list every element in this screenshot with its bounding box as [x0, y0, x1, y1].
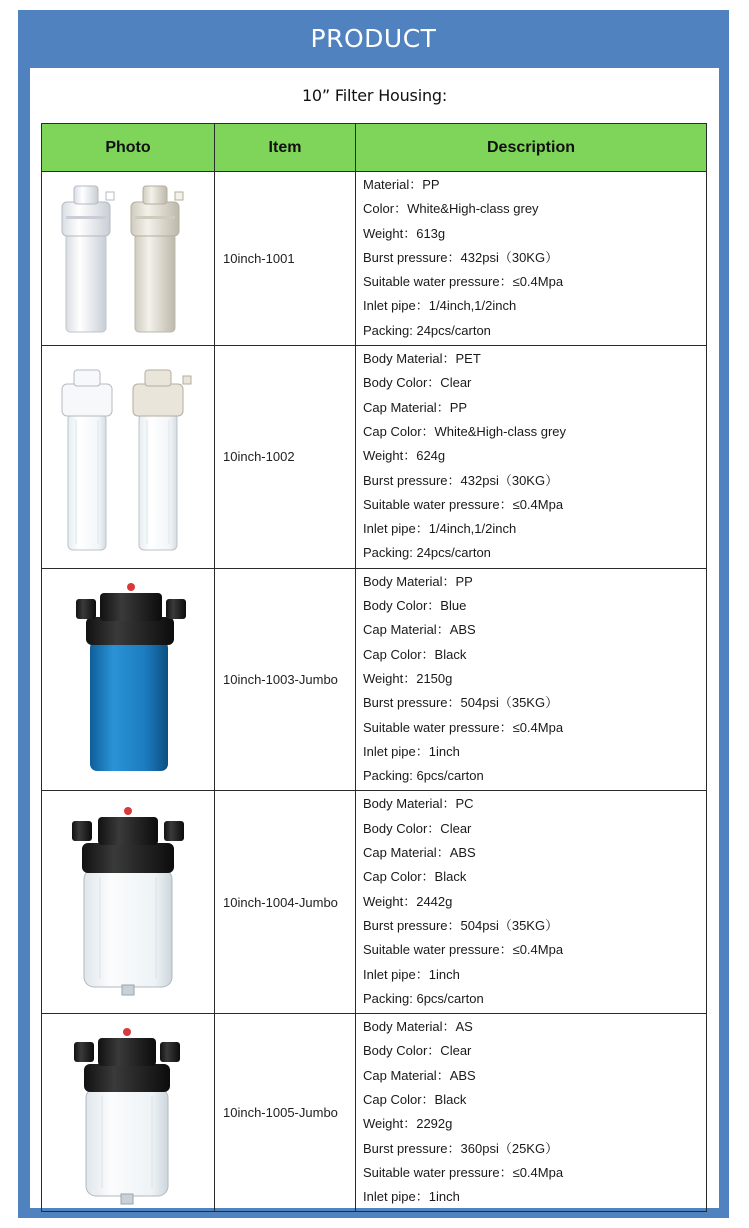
spec-line: Cap Material：ABS [363, 622, 476, 638]
spec-line: Cap Material：ABS [363, 1067, 476, 1083]
spec-line: Inlet pipe：1/4inch,1/2inch [363, 521, 517, 537]
item-code: 10inch-1001 [215, 172, 356, 346]
spec-line: Suitable water pressure：≤0.4Mpa [363, 274, 564, 290]
product-photo [42, 346, 213, 564]
page-frame [18, 10, 729, 1218]
description-cell [356, 568, 707, 791]
item-code: 10inch-1004-Jumbo [215, 791, 356, 1014]
page-title: PRODUCT [310, 24, 437, 53]
spec-line: Inlet pipe：1/4inch,1/2inch [363, 298, 517, 314]
product-photo [42, 791, 213, 1008]
spec-line: Body Color：Blue [363, 598, 467, 614]
item-code: 10inch-1002 [215, 346, 356, 569]
spec-line: Weight：613g [363, 225, 446, 241]
spec-line: Packing: 6pcs/carton [363, 768, 484, 784]
spec-line: Weight：2150g [363, 670, 453, 686]
spec-line: Body Color：Clear [363, 375, 472, 391]
spec-line: Burst pressure：360psi（25KG） [363, 1140, 559, 1156]
content-panel [30, 68, 719, 1208]
description-cell [356, 1014, 707, 1212]
spec-line: Cap Material：PP [363, 399, 468, 415]
column-header-item: Item [215, 124, 356, 172]
product-photo [42, 569, 213, 786]
spec-line: Burst pressure：432psi（30KG） [363, 249, 559, 265]
spec-line: Cap Color：Black [363, 869, 467, 885]
spec-line: Weight：2442g [363, 893, 453, 909]
description-cell [356, 791, 707, 1014]
spec-line: Suitable water pressure：≤0.4Mpa [363, 1164, 564, 1180]
table-row [42, 1014, 707, 1212]
spec-line: Packing: 24pcs/carton [363, 322, 491, 338]
spec-line: Body Material：AS [363, 1019, 473, 1035]
spec-line: Inlet pipe：1inch [363, 1189, 460, 1205]
spec-line: Cap Color：Black [363, 1091, 467, 1107]
product-photo [42, 172, 213, 341]
table-row [42, 172, 707, 346]
spec-line: Body Material：PET [363, 351, 481, 367]
item-code: 10inch-1003-Jumbo [215, 568, 356, 791]
spec-line: Burst pressure：504psi（35KG） [363, 917, 559, 933]
spec-line: Inlet pipe：1inch [363, 966, 460, 982]
spec-line: Weight：624g [363, 448, 446, 464]
spec-line: Suitable water pressure：≤0.4Mpa [363, 496, 564, 512]
column-header-photo: Photo [42, 124, 215, 172]
spec-line: Color：White&High-class grey [363, 201, 539, 217]
spec-line: Packing: 6pcs/carton [363, 990, 484, 1006]
table-header-row [42, 124, 707, 172]
spec-line: Inlet pipe：1inch [363, 743, 460, 759]
spec-line: Packing: 24pcs/carton [363, 545, 491, 561]
table-row [42, 568, 707, 791]
spec-line: Cap Color：White&High-class grey [363, 423, 567, 439]
spec-line: Suitable water pressure：≤0.4Mpa [363, 942, 564, 958]
product-table [41, 123, 707, 1212]
spec-line: Body Material：PP [363, 573, 473, 589]
description-cell [356, 172, 707, 346]
spec-line: Body Color：Clear [363, 820, 472, 836]
spec-line: Cap Color：Black [363, 646, 467, 662]
column-header-description: Description [356, 124, 707, 172]
spec-line: Burst pressure：504psi（35KG） [363, 695, 559, 711]
spec-line: Body Material：PC [363, 796, 474, 812]
spec-line: Weight：2292g [363, 1116, 453, 1132]
table-row [42, 346, 707, 569]
table-row [42, 791, 707, 1014]
spec-line: Cap Material：ABS [363, 845, 476, 861]
spec-line: Suitable water pressure：≤0.4Mpa [363, 719, 564, 735]
description-cell [356, 346, 707, 569]
product-photo-cell [42, 346, 215, 569]
spec-line: Material：PP [363, 177, 440, 192]
spec-line: Body Color：Clear [363, 1043, 472, 1059]
item-code: 10inch-1005-Jumbo [215, 1014, 356, 1212]
spec-line: Burst pressure：432psi（30KG） [363, 472, 559, 488]
section-subtitle: 10” Filter Housing: [301, 86, 448, 105]
product-photo-cell [42, 172, 215, 346]
product-photo [42, 1014, 213, 1210]
product-photo-cell [42, 791, 215, 1014]
product-photo-cell [42, 568, 215, 791]
product-photo-cell [42, 1014, 215, 1212]
